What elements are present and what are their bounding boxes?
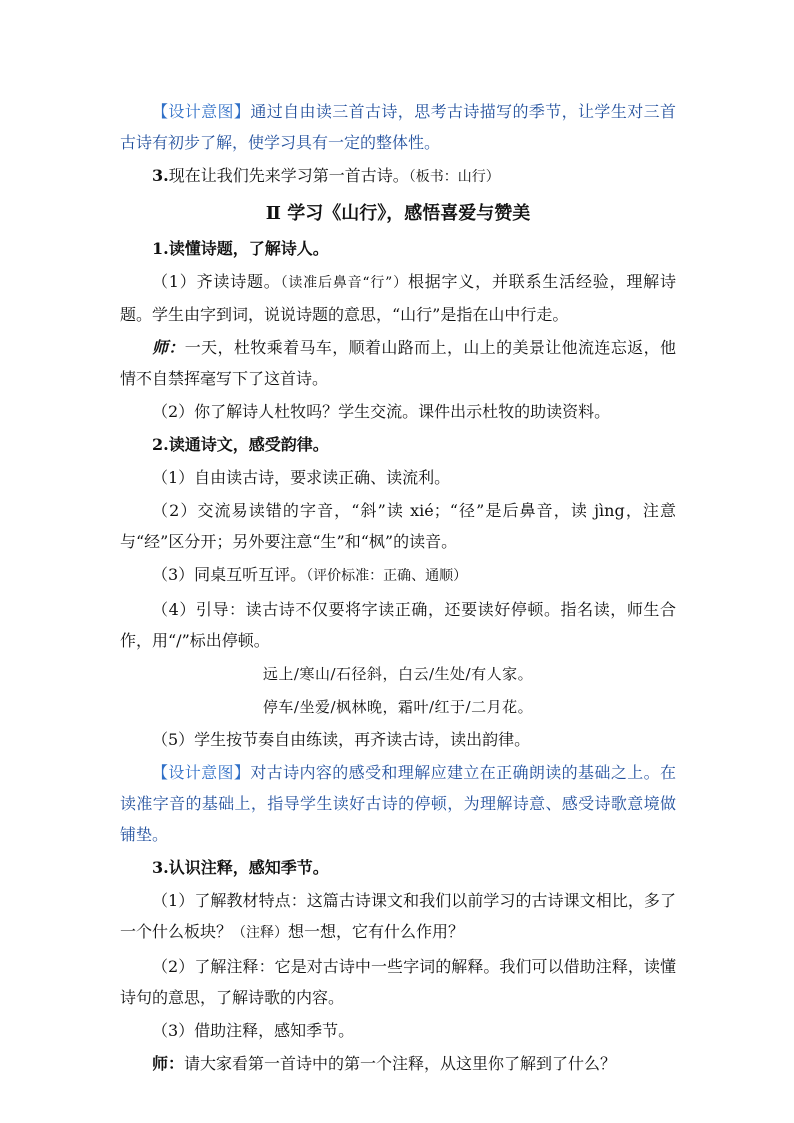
section-heading: Ⅱ 学习《山行》，感悟喜爱与赞美 <box>265 203 531 224</box>
teacher-text: 请大家看第一首诗中的第一个注释，从这里你了解到了什么？ <box>184 1054 617 1073</box>
paragraph-2d: （4）引导：读古诗不仅要将字读正确，还要读好停顿。指名读，师生合作，用“/”标出停顿。 <box>120 600 676 650</box>
pronunciation-note: （读准后鼻音“行”） <box>280 275 408 291</box>
teacher-paragraph-2 <box>120 1048 676 1079</box>
teacher-label: 师： <box>152 1054 185 1073</box>
paragraph-3b: （2）了解注释：它是对古诗中一些字词的解释。我们可以借助注释，读懂诗句的意思，了解诗歌的内容。 <box>120 957 676 1007</box>
paragraph-2e: （5）学生按节奏自由练读，再齐读古诗，读出韵律。 <box>152 730 531 749</box>
evaluation-note: （评价标准：正确、通顺） <box>306 568 468 584</box>
paragraph-2c <box>120 559 676 592</box>
paragraph-1a <box>120 266 676 330</box>
design-intent-tag: 【设计意图】 <box>152 763 251 782</box>
paragraph-3c: （3）借助注释，感知季节。 <box>152 1021 355 1040</box>
paragraph-text: （3）同桌互听互评。 <box>152 565 307 584</box>
design-intent-text: 对古诗内容的感受和理解应建立在正确朗读的基础之上。在读准字音的基础上，指导学生读好古诗的停顿，为理解诗意、感受诗歌意境做铺垫。 <box>120 763 676 844</box>
paragraph-text: 想一想，它有什么作用？ <box>288 922 465 941</box>
design-intent-tag: 【设计意图】 <box>152 102 251 121</box>
paragraph-text: （1）齐读诗题。 <box>152 272 281 291</box>
design-intent-text: 通过自由读三首古诗，思考古诗描写的季节，让学生对三首古诗有初步了解，使学习具有一定的整体性。 <box>120 102 676 152</box>
poem-line-1: 远上/寒山/石径斜，白云/生处/有人家。 <box>262 665 534 683</box>
paragraph-2b: （2）交流易读错的字音，“斜”读 xié；“径”是后鼻音，读 jìng，注意与“经”区分开；另外要注意“生”和“枫”的读音。 <box>120 501 676 551</box>
paragraph-2a: （1）自由读古诗，要求读正确、读流利。 <box>152 468 451 487</box>
board-note: （板书：山行） <box>408 169 500 185</box>
step-3 <box>120 160 676 193</box>
teacher-label: 师： <box>152 338 185 357</box>
step-text: 现在让我们先来学习第一首古诗。 <box>168 166 409 185</box>
poem-line-2: 停车/坐爱/枫林晚，霜叶/红于/二月花。 <box>262 698 534 716</box>
paragraph-1b: （2）你了解诗人杜牧吗？学生交流。课件出示杜牧的助读资料。 <box>152 402 611 421</box>
step-number: 3. <box>152 166 169 185</box>
design-intent-1 <box>120 96 676 158</box>
subheading-2: 2.读通诗文，感受韵律。 <box>152 435 329 454</box>
paragraph-text: （1）了解教材特点：这篇古诗课文和我们以前学习的古诗课文相比，多了一个什么板块？ <box>120 891 676 941</box>
teacher-text: 一天，杜牧乘着马车，顺着山路而上，山上的美景让他流连忘返，他情不自禁挥毫写下了这首诗。 <box>120 338 676 388</box>
teacher-paragraph-1 <box>120 332 676 394</box>
annotation-note: （注释） <box>232 925 289 941</box>
subheading-3: 3.认识注释，感知季节。 <box>152 858 329 877</box>
subheading-1: 1.读懂诗题，了解诗人。 <box>152 239 329 258</box>
design-intent-2 <box>120 757 676 850</box>
paragraph-3a <box>120 885 676 949</box>
paragraph-text: 根据字义，并联系生活经验，理解诗题。学生由字到词，说说诗题的意思，“山行”是指在山中行走。 <box>120 272 676 324</box>
